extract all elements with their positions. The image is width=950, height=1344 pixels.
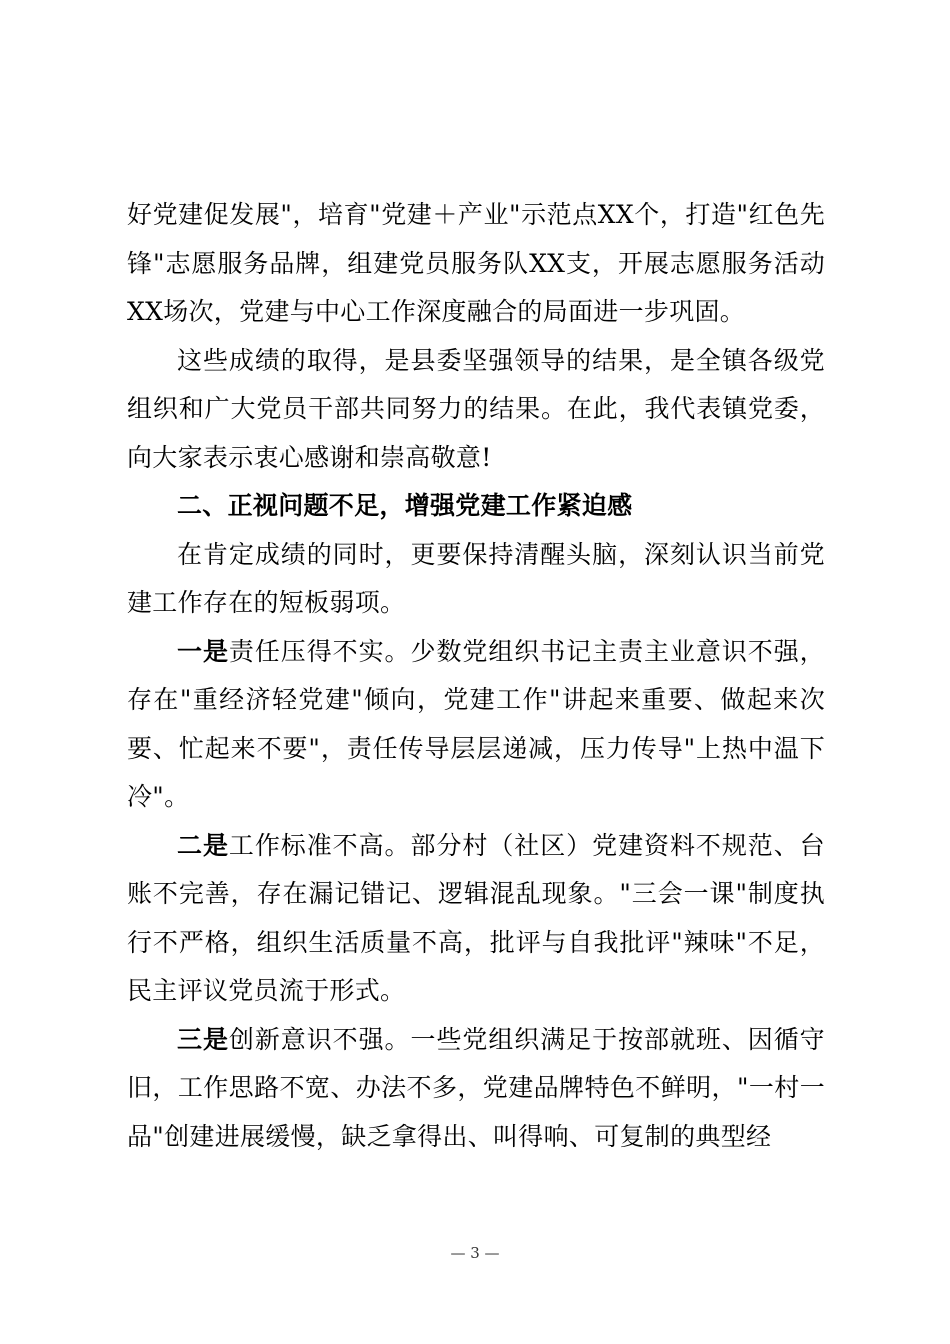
paragraph-point-one: [127, 628, 825, 822]
point-lead: 二是: [177, 830, 229, 860]
paragraph-text: 这些成绩的取得，是县委坚强领导的结果，是全镇各级党组织和广大党员干部共同努力的结果。在此，我代表镇党委，向大家表示衷心感谢和崇高敬意!: [127, 345, 825, 472]
paragraph-text: 好党建促发展"，培育"党建＋产业"示范点XX个，打造"红色先锋"志愿服务品牌，组建党员服务队XX支，开展志愿服务活动XX场次，党建与中心工作深度融合的局面进一步巩固。: [127, 200, 825, 326]
paragraph-continuation: [127, 191, 825, 337]
paragraph-text: 责任压得不实。少数党组织书记主责主业意识不强，存在"重经济轻党建"倾向，党建工作"讲起来重要、做起来次要、忙起来不要"，责任传导层层递减，压力传导"上热中温下冷"。: [127, 636, 825, 811]
point-lead: 一是: [177, 636, 229, 666]
paragraph-text: 工作标准不高。部分村（社区）党建资料不规范、台账不完善，存在漏记错记、逻辑混乱现象。"三会一课"制度执行不严格，组织生活质量不高，批评与自我批评"辣味"不足，民主评议党员流于形式。: [127, 830, 825, 1005]
page-number: — 3 —: [450, 1244, 500, 1262]
paragraph-text: 创新意识不强。一些党组织满足于按部就班、因循守旧，工作思路不宽、办法不多，党建品牌特色不鲜明，"一村一品"创建进展缓慢，缺乏拿得出、叫得响、可复制的典型经: [127, 1024, 825, 1151]
paragraph-acknowledgement: [127, 337, 825, 483]
paragraph-text: 在肯定成绩的同时，更要保持清醒头脑，深刻认识当前党建工作存在的短板弱项。: [127, 539, 825, 617]
paragraph-point-three: [127, 1016, 825, 1162]
paragraph-intro: [127, 531, 825, 628]
section-heading: [127, 482, 825, 531]
document-body: [127, 191, 825, 1161]
point-lead: 三是: [177, 1024, 229, 1054]
heading-text: 二、正视问题不足，增强党建工作紧迫感: [177, 491, 633, 520]
paragraph-point-two: [127, 822, 825, 1016]
